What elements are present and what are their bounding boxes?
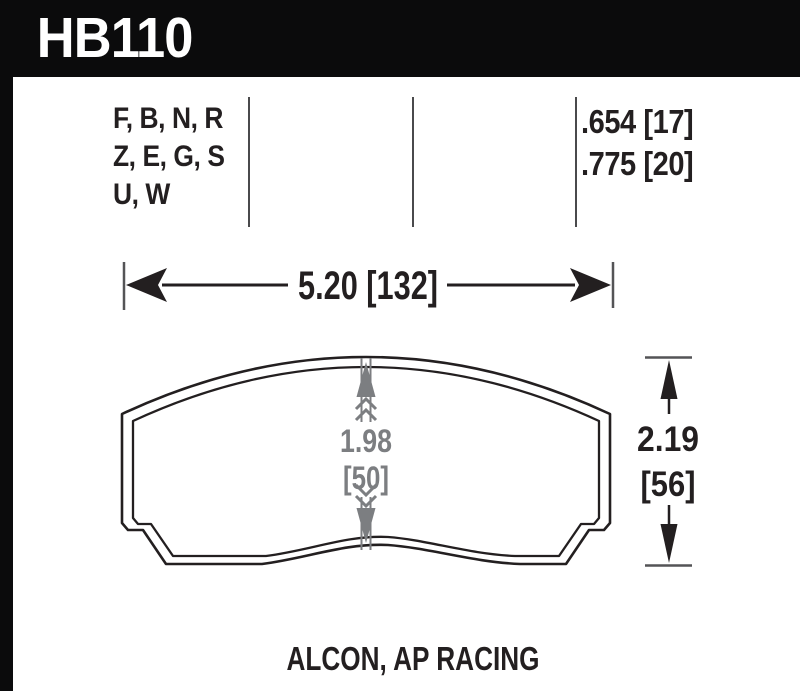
pad-thickness-line: .654 [17] xyxy=(581,103,694,140)
pad-height-value: 1.98 xyxy=(340,423,392,459)
pad-thickness-line: .775 [20] xyxy=(581,145,694,182)
overall-height-dimension xyxy=(637,358,699,566)
compound-codes-line: Z, E, G, S xyxy=(113,140,225,173)
compound-codes-line: U, W xyxy=(113,178,170,211)
overall-height-down-arrow-icon xyxy=(661,524,678,563)
pad-height-down-chevron-icon xyxy=(356,496,376,506)
width-dim-left-arrow-icon xyxy=(126,268,167,302)
width-dim-right-arrow-icon xyxy=(570,268,611,302)
overall-height-value: 2.19 xyxy=(637,420,699,459)
pad-height-up-chevron-icon xyxy=(356,399,376,409)
pad-height-value-mm: [50] xyxy=(343,460,389,496)
caliper-applications: ALCON, AP RACING xyxy=(286,640,540,677)
width-dim-value: 5.20 [132] xyxy=(298,264,438,308)
width-dimension xyxy=(124,262,613,310)
overall-height-value-mm: [56] xyxy=(640,465,696,504)
pad-height-dimension xyxy=(340,358,392,550)
overall-height-up-arrow-icon xyxy=(661,360,678,399)
compound-codes-line: F, B, N, R xyxy=(113,102,224,135)
pad-height-up-chevron-icon xyxy=(356,410,376,420)
part-number: HB110 xyxy=(36,6,193,70)
